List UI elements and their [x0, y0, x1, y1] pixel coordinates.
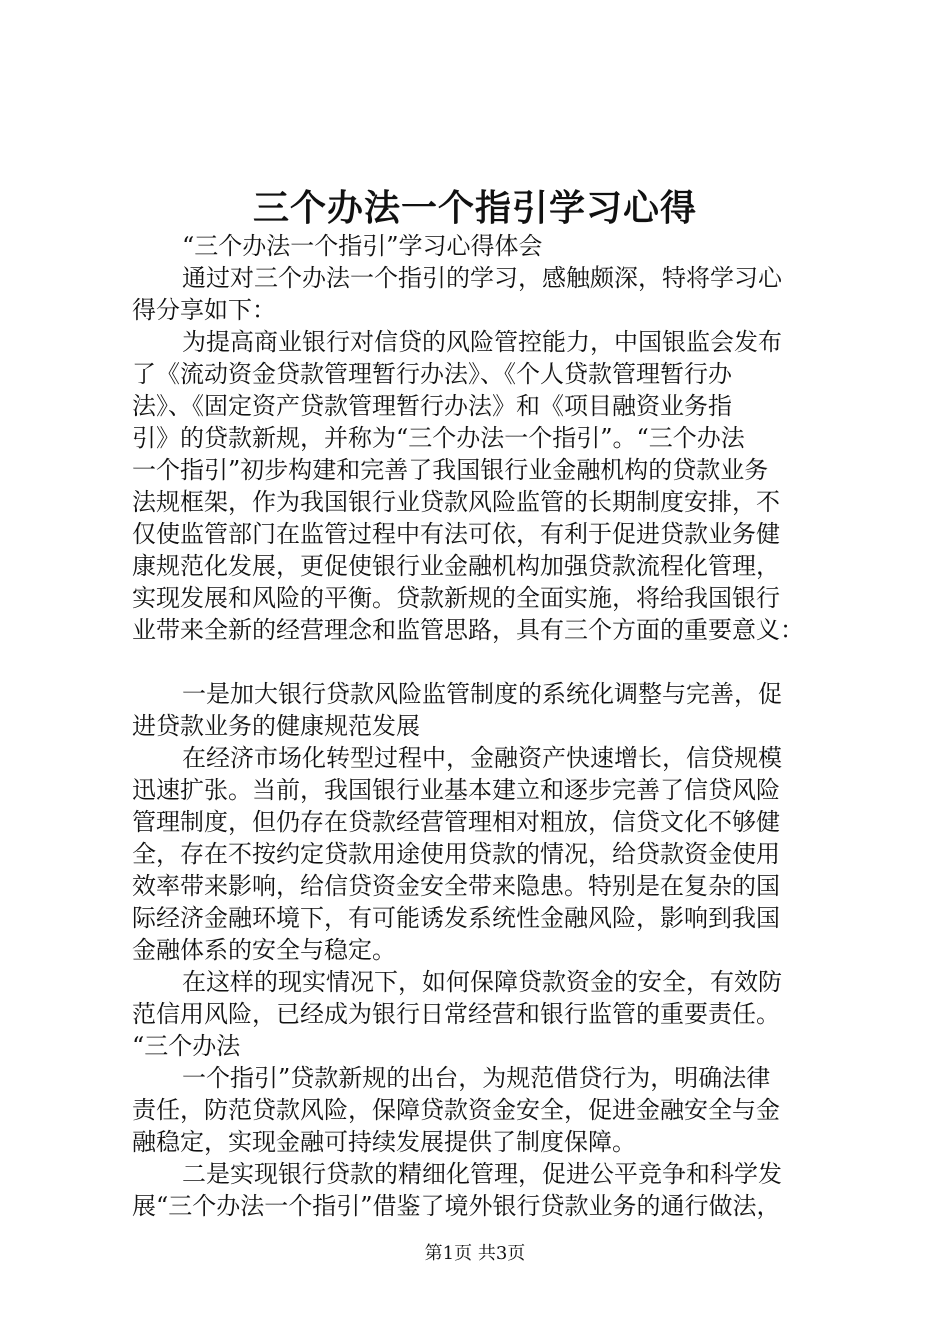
text-line: 在这样的现实情况下，如何保障贷款资金的安全，有效防: [182, 968, 782, 996]
text-line: 展“三个办法一个指引”借鉴了境外银行贷款业务的通行做法，: [132, 1192, 781, 1220]
text-line: 管理制度，但仍存在贷款经营管理相对粗放，信贷文化不够健: [132, 808, 780, 836]
document-title: 三个办法一个指引学习心得: [252, 187, 697, 229]
text-line: 实现发展和风险的平衡。贷款新规的全面实施，将给我国银行: [132, 584, 780, 612]
text-line: 一是加大银行贷款风险监管制度的系统化调整与完善，促: [182, 680, 782, 708]
text-line: 金融体系的安全与稳定。: [132, 936, 396, 964]
blank-line: [132, 646, 852, 678]
text-line: 全，存在不按约定贷款用途使用贷款的情况，给贷款资金使用: [132, 840, 780, 868]
text-line: 引》的贷款新规，并称为“三个办法一个指引”。“三个办法: [132, 424, 745, 452]
text-line: 法规框架，作为我国银行业贷款风险监管的长期制度安排，不: [132, 488, 780, 516]
text-line: 际经济金融环境下，有可能诱发系统性金融风险，影响到我国: [132, 904, 780, 932]
page-footer: 第1页 共3页: [424, 1243, 526, 1264]
text-line: 效率带来影响，给信贷资金安全带来隐患。特别是在复杂的国: [132, 872, 780, 900]
text-line: “三个办法: [132, 1032, 241, 1060]
text-line: 融稳定，实现金融可持续发展提供了制度保障。: [132, 1128, 636, 1156]
text-line: 业带来全新的经营理念和监管思路，具有三个方面的重要意义：: [132, 616, 804, 644]
text-line: 在经济市场化转型过程中，金融资产快速增长，信贷规模: [182, 744, 782, 772]
text-line: “三个办法一个指引”学习心得体会: [182, 232, 543, 260]
document-body: [132, 230, 852, 1222]
text-line: 仅使监管部门在监管过程中有法可依，有利于促进贷款业务健: [132, 520, 780, 548]
text-line: 康规范化发展，更促使银行业金融机构加强贷款流程化管理，: [132, 552, 780, 580]
text-line: 通过对三个办法一个指引的学习，感触颇深，特将学习心: [182, 264, 782, 292]
text-line: 责任，防范贷款风险，保障贷款资金安全，促进金融安全与金: [132, 1096, 780, 1124]
text-line: 一个指引”初步构建和完善了我国银行业金融机构的贷款业务: [132, 456, 769, 484]
text-line: 一个指引”贷款新规的出台，为规范借贷行为，明确法律: [182, 1064, 771, 1092]
text-line: 进贷款业务的健康规范发展: [132, 712, 420, 740]
text-line: 法》、《固定资产贷款管理暂行办法》和《项目融资业务指: [132, 392, 732, 420]
text-line: 范信用风险，已经成为银行日常经营和银行监管的重要责任。: [132, 1000, 780, 1028]
text-line: 二是实现银行贷款的精细化管理，促进公平竞争和科学发: [182, 1160, 782, 1188]
text-line: 迅速扩张。当前，我国银行业基本建立和逐步完善了信贷风险: [132, 776, 780, 804]
text-line: 得分享如下：: [132, 296, 276, 324]
text-line: 了《流动资金贷款管理暂行办法》、《个人贷款管理暂行办: [132, 360, 732, 388]
text-line: 为提高商业银行对信贷的风险管控能力，中国银监会发布: [182, 328, 782, 356]
